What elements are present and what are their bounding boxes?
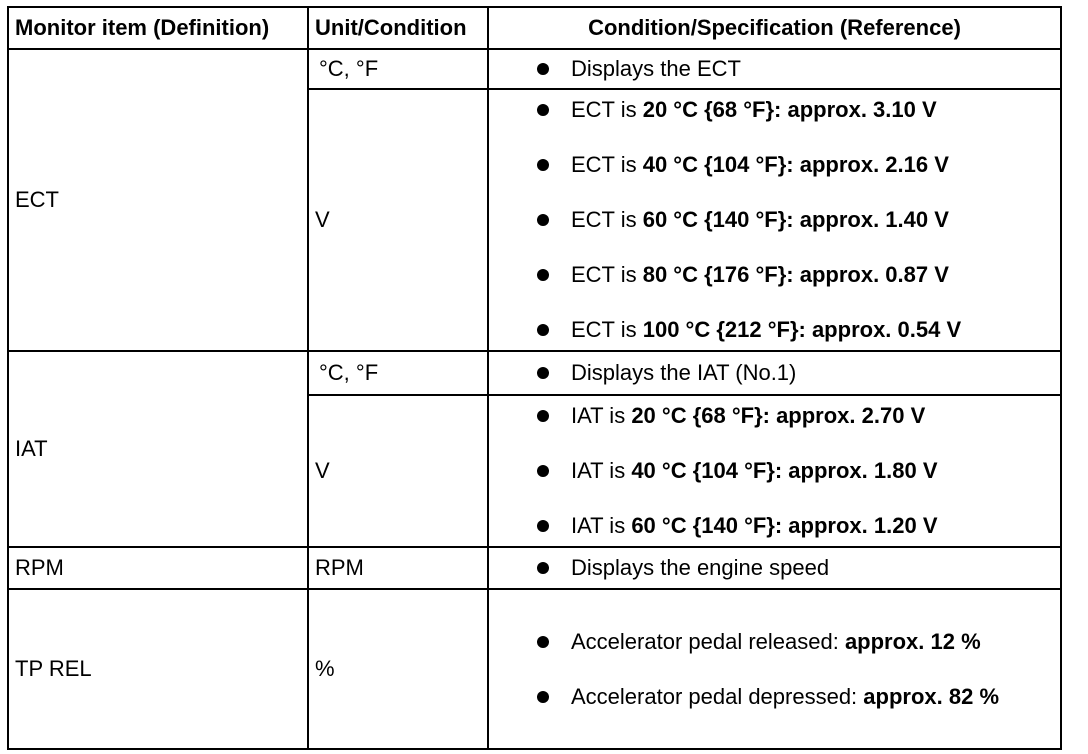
spec-tp-rel (488, 589, 1061, 749)
list-item (495, 682, 1054, 712)
spec-value: 40 °C {104 °F}: approx. 1.80 V (631, 458, 938, 483)
spec-iat-volt (488, 395, 1061, 547)
header-condition-spec: Condition/Specification (Reference) (488, 7, 1061, 49)
list-item: Displays the engine speed (495, 553, 1054, 583)
spec-ect-volt (488, 89, 1061, 351)
unit-ect-temp: °C, °F (308, 49, 488, 89)
spec-text: ECT is (571, 97, 643, 122)
spec-value: approx. 82 % (863, 683, 1000, 709)
spec-text: ECT is (571, 262, 643, 287)
list-item (495, 511, 1054, 541)
list-item (495, 456, 1054, 486)
table-row (8, 547, 1061, 589)
list-item (495, 401, 1054, 431)
spec-value: 100 °C {212 °F}: approx. 0.54 V (642, 317, 962, 342)
list-item (495, 260, 1054, 290)
list-item (495, 315, 1054, 345)
item-rpm: RPM (8, 547, 308, 589)
header-row (8, 7, 1061, 49)
item-tp-rel: TP REL (8, 589, 308, 749)
spec-text: ECT is (571, 207, 643, 232)
unit-tp-rel: % (308, 589, 488, 749)
spec-value: 80 °C {176 °F}: approx. 0.87 V (642, 262, 949, 287)
table-row (8, 49, 1061, 89)
list-item (495, 627, 1054, 657)
item-ect: ECT (8, 49, 308, 351)
item-iat: IAT (8, 351, 308, 547)
list-item (495, 150, 1054, 180)
list-item: Displays the ECT (495, 54, 1054, 84)
monitor-spec-table (7, 6, 1062, 750)
table-row (8, 589, 1061, 749)
unit-rpm: RPM (308, 547, 488, 589)
spec-text: IAT is (571, 403, 632, 428)
spec-value: 60 °C {140 °F}: approx. 1.40 V (642, 207, 949, 232)
spec-rpm (488, 547, 1061, 589)
spec-value: 20 °C {68 °F}: approx. 2.70 V (631, 403, 926, 428)
spec-iat-temp (488, 351, 1061, 395)
list-item: Displays the IAT (No.1) (495, 358, 1054, 388)
unit-ect-volt: V (308, 89, 488, 351)
unit-iat-volt: V (308, 395, 488, 547)
spec-text: IAT is (571, 513, 632, 538)
list-item (495, 95, 1054, 125)
unit-iat-temp: °C, °F (308, 351, 488, 395)
spec-text: Accelerator pedal released: (571, 628, 845, 654)
list-item (495, 205, 1054, 235)
spec-text: IAT is (571, 458, 632, 483)
spec-value: approx. 12 % (844, 628, 981, 654)
header-unit-condition: Unit/Condition (308, 7, 488, 49)
header-monitor-item: Monitor item (Definition) (8, 7, 308, 49)
spec-value: 20 °C {68 °F}: approx. 3.10 V (642, 97, 937, 122)
spec-ect-temp (488, 49, 1061, 89)
spec-text: ECT is (571, 152, 643, 177)
spec-value: 40 °C {104 °F}: approx. 2.16 V (642, 152, 949, 177)
spec-value: 60 °C {140 °F}: approx. 1.20 V (631, 513, 938, 538)
spec-text: Accelerator pedal depressed: (571, 683, 864, 709)
table-row (8, 351, 1061, 395)
spec-text: ECT is (571, 317, 643, 342)
